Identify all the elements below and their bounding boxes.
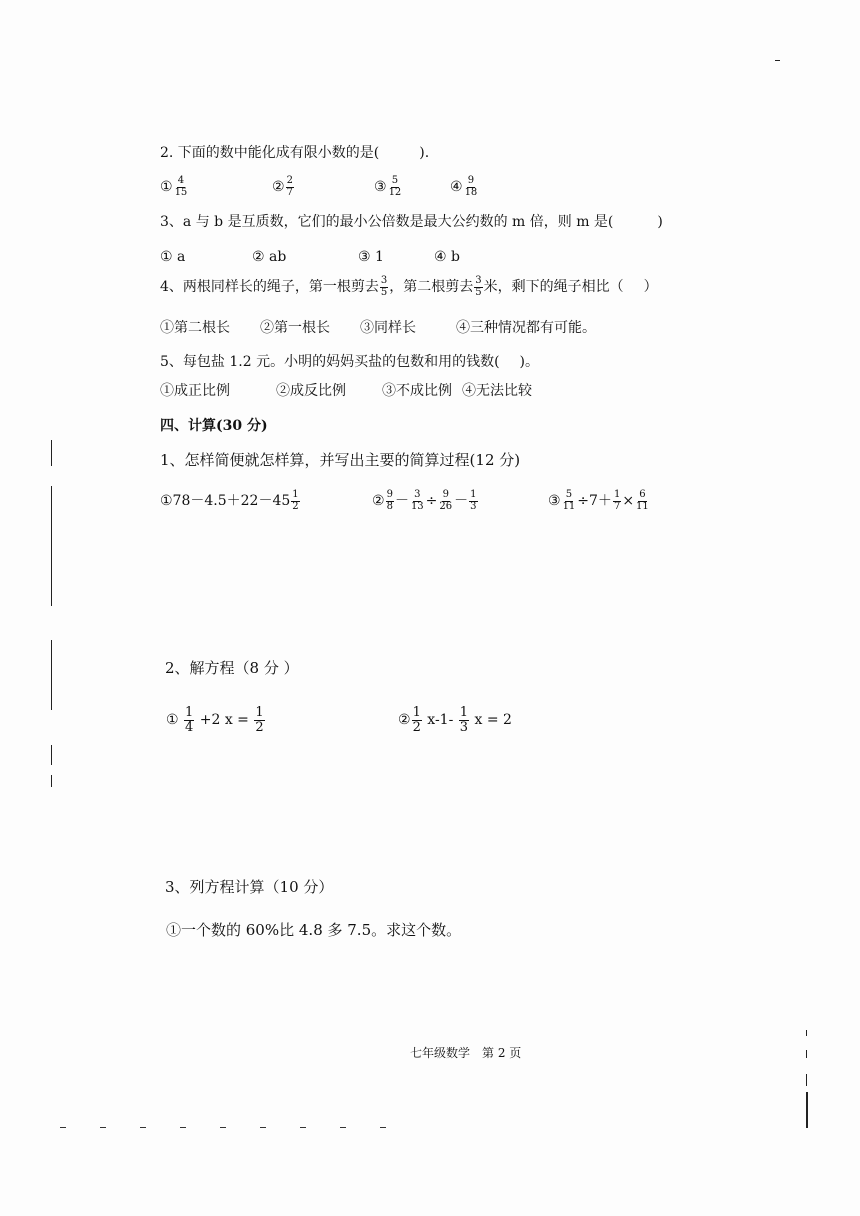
scan-line-left-4 xyxy=(51,745,52,765)
calc2-title: 2、解方程（8 分 ） xyxy=(165,659,299,677)
scan-line-right-3 xyxy=(806,1074,807,1086)
calc1-expr-3: ③ $\frac{5}{11}$ ÷7＋ $\frac{1}{7}$ × $\frac{6}{11}$ xyxy=(548,489,649,512)
calc3-problem: ①一个数的 60%比 4.8 多 7.5。求这个数。 xyxy=(166,921,462,939)
q5-option-4: ④无法比较 xyxy=(462,383,532,399)
calc1-expr-1: ①78－4.5＋22－45 $\frac{1}{2}$ xyxy=(160,489,299,512)
q5-stem: 5、每包盐 1.2 元。小明的妈妈买盐的包数和用的钱数( )。 xyxy=(160,354,540,370)
q5-option-2: ②成反比例 xyxy=(276,383,346,399)
section-title: 四、计算(30 分) xyxy=(160,418,268,434)
q2-option-4: ④ $\frac{9}{18}$ xyxy=(450,175,478,198)
q5-option-1: ①成正比例 xyxy=(160,383,230,399)
q3-option-3: ③ 1 xyxy=(358,249,384,265)
scan-line-left-2 xyxy=(51,486,52,606)
scan-line-left-1 xyxy=(51,440,52,466)
q3-option-4: ④ b xyxy=(434,249,460,265)
calc2-equation-2: ② $\frac{1}{2}$ x-1- $\frac{1}{3}$ x = 2 xyxy=(398,705,512,735)
q3-option-1: ① a xyxy=(160,249,186,265)
scan-line-right-2 xyxy=(806,1050,807,1058)
scan-line-right-1 xyxy=(806,1030,807,1036)
q4-option-4: ④三种情况都有可能。 xyxy=(456,320,596,336)
scan-line-left-3 xyxy=(51,640,52,710)
q2-option-3: ③ $\frac{5}{12}$ xyxy=(374,175,402,198)
calc1-title: 1、怎样简便就怎样算，并写出主要的简算过程(12 分) xyxy=(160,451,521,469)
q2-option-2: ② $\frac{2}{7}$ xyxy=(272,175,293,198)
scan-mark-top-right xyxy=(775,60,780,61)
page-footer: 七年级数学 第 2 页 xyxy=(410,1046,522,1060)
q5-option-3: ③不成比例 xyxy=(382,383,452,399)
q2-option-1: ① $\frac{4}{15}$ xyxy=(160,175,188,198)
q4-option-1: ①第二根长 xyxy=(160,320,230,336)
scan-line-left-5 xyxy=(51,775,52,787)
scan-dots-bottom xyxy=(60,1127,390,1128)
q3-stem: 3、a 与 b 是互质数，它们的最小公倍数是最大公约数的 m 倍，则 m 是( ) xyxy=(160,214,663,230)
calc3-title: 3、列方程计算（10 分） xyxy=(165,878,334,896)
q2-stem: 2. 下面的数中能化成有限小数的是( ). xyxy=(160,145,430,161)
q4-option-3: ③同样长 xyxy=(360,320,416,336)
calc1-expr-2: ② $\frac{9}{8}$ － $\frac{3}{13}$ ÷ $\frac{9}{26}$ － $\frac{1}{3}$ xyxy=(372,489,477,512)
q4-stem: 4、两根同样长的绳子，第一根剪去 $\frac{3}{5}$ ，第二根剪去 $\frac{3}{5}$ 米，剩下的绳子相比（ ） xyxy=(160,275,658,298)
scan-line-right-4 xyxy=(806,1092,808,1128)
q4-option-2: ②第一根长 xyxy=(260,320,330,336)
calc2-equation-1: ① $\frac{1}{4}$ +2 x = $\frac{1}{2}$ xyxy=(166,705,264,735)
q3-option-2: ② ab xyxy=(252,249,287,265)
